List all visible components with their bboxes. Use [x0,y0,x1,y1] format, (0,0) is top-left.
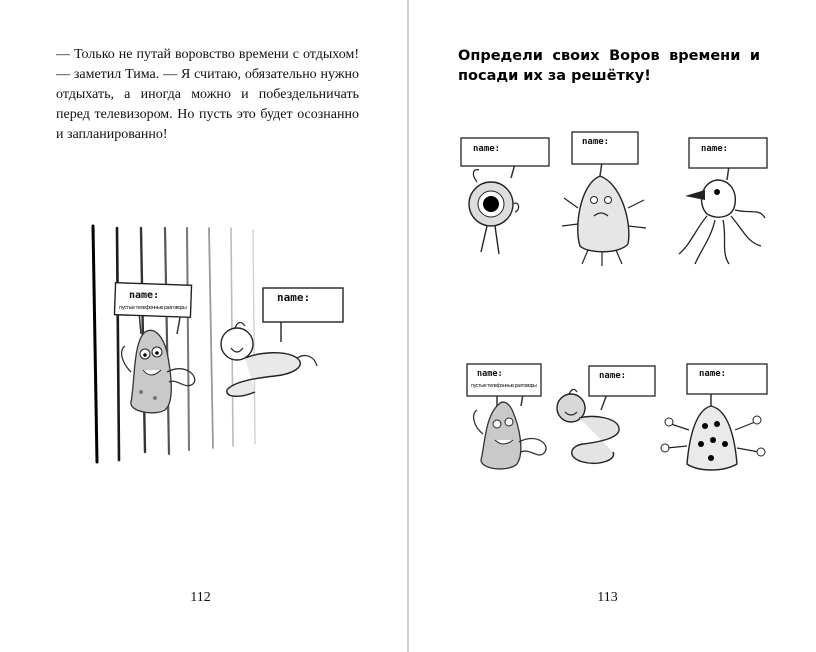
monster-2-blob [558,128,652,270]
monster-1-sign-label: name: [473,144,501,154]
monster-6-many-eyes [659,360,769,478]
left-page [0,0,407,652]
monster-4-sign-text: пустые телефонные разговоры [471,383,537,389]
snake-monster [221,322,317,396]
right-page [409,0,816,652]
monster-2-sign-label: name: [582,137,610,147]
sign-board-1 [114,283,191,334]
page-number-right: 113 [597,590,618,605]
monster-1-one-eye [459,134,551,266]
monster-5-sign-label: name: [599,371,627,381]
sign-board-2 [263,288,343,342]
monster-3-octopus [671,134,771,268]
sign-text-1: пустые телефонные разговоры [119,305,187,311]
sign-label-2: name: [277,291,311,304]
page-paragraph: — Только не путай воровство времени с отдыхом! — заметил Тима. — Я считаю, обязательно нужно отдыхать, а иногда можно и побездельничать перед телевизором. Но пусть это будет осознанно и запланированно! [56,47,359,142]
monster-4-sign-label: name: [477,369,503,379]
task-heading: Определи своих Воров времени и посади их за решётку! [458,48,760,84]
sign-label-1: name: [129,290,160,301]
page-number-left: 112 [190,590,211,605]
jail-illustration [85,222,355,467]
monster-3-sign-label: name: [701,144,729,154]
monster-5-snake [547,362,659,472]
monster-6-sign-label: name: [699,369,727,379]
phone-monster [122,330,195,412]
